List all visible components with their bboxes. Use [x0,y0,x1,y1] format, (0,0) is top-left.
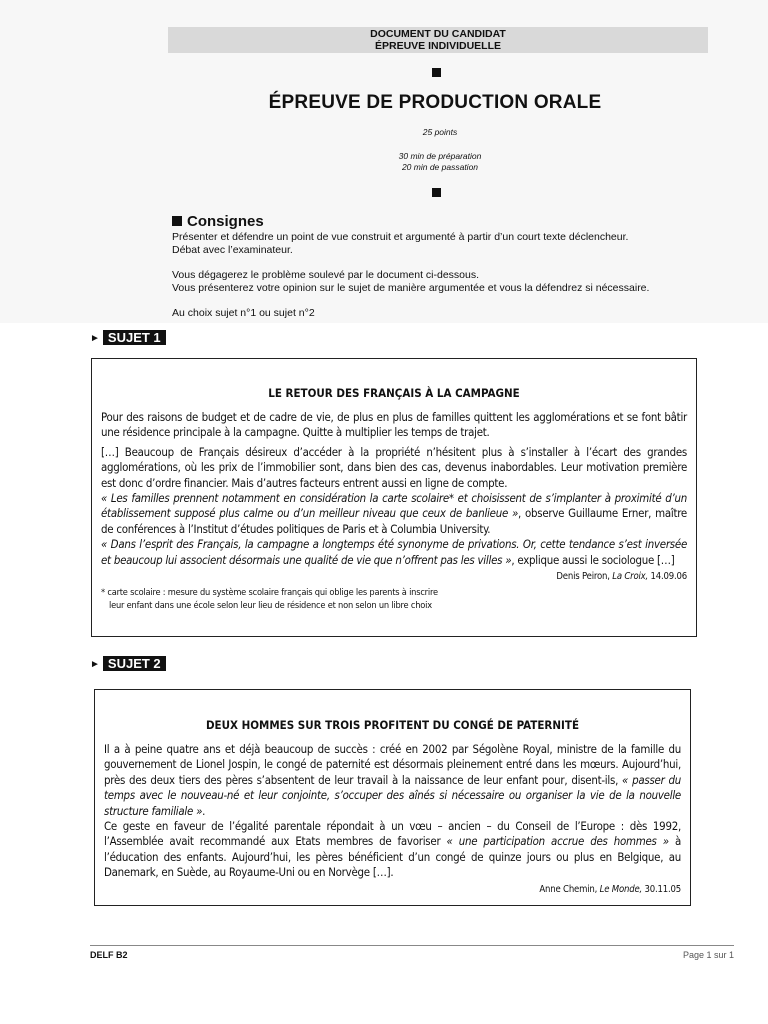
document-header [168,27,708,53]
paragraph-text: , observe Guillaume Erner, maître de conférences à l’Institut d’études politiques de Paris et à Columbia University. [101,506,687,536]
footer-divider [90,945,734,946]
time-preparation: 30 min de préparation [398,151,482,161]
quote: « passer du temps avec le nouveau-né et leur conjointe, s’occuper des aînés si nécessaire ou organiser la vie de la nouvelle structure familiale » [104,772,681,818]
header-line-2: ÉPREUVE INDIVIDUELLE [374,40,502,52]
page-title: ÉPREUVE DE PRODUCTION ORALE [268,92,602,113]
paragraph-text: , explique aussi le sociologue […] [511,552,675,567]
sujet-2-paragraph [104,742,681,881]
consigne-line: Au choix sujet n°1 ou sujet n°2 [172,307,315,319]
footnote [101,586,687,612]
sujet-1-paragraph: Pour des raisons de budget et de cadre de vie, de plus en plus de familles quittent les agglomérations et se font bâtir une résidence principale à la campagne. Quitte à multiplier les temps de trajet. [101,410,687,440]
header-line-1: DOCUMENT DU CANDIDAT [370,28,506,40]
timing [330,151,550,173]
sujet-1-label: SUJET 1 [103,330,166,345]
sujet-1-text [101,410,687,568]
source-author: Anne Chemin, [539,883,598,895]
footnote-line: * carte scolaire : mesure du système scolaire français qui oblige les parents à inscrire [101,587,438,599]
sujet-1-title: LE RETOUR DES FRANÇAIS À LA CAMPAGNE [268,386,520,400]
consigne-line: Vous présenterez votre opinion sur le sujet de manière argumentée et vous la défendrez si nécessaire. [172,282,650,294]
sujet-2-tag [90,656,166,671]
arrow-right-icon: ► [90,659,100,670]
source-publication: Le Monde, [599,883,643,895]
paragraph-text: Ce geste en faveur de l’égalité parentale répondait à un vœu – ancien – du Conseil de l’Europe : dès 1992, l’Assemblée avait recommandé aux Etats membres de favoriser [104,819,681,849]
footnote-line: leur enfant dans une école selon leur lieu de résidence et non selon un libre choix [109,600,432,612]
points: 25 points [422,127,458,137]
square-bullet-icon [172,216,182,226]
source-author: Denis Peiron, [556,571,610,583]
source-date: 30.11.05 [644,883,681,895]
consigne-line: Vous dégagerez le problème soulevé par le document ci-dessous. [172,269,480,281]
sujet-2-label: SUJET 2 [103,656,166,671]
quote: « Les familles prennent notamment en considération la carte scolaire* et choisissent de s’implanter à proximité d’un établissement supposé plus calme ou d’un meilleur niveau que ceux de banlieue » [101,491,687,521]
sujet-1-paragraph [101,445,687,568]
footer-exam-label: DELF B2 [90,950,128,960]
consigne-line: Présenter et défendre un point de vue construit et argumenté à partir d’un court texte déclencheur. [172,231,629,243]
page-number: Page 1 sur 1 [682,950,734,960]
sujet-2-title: DEUX HOMMES SUR TROIS PROFITENT DU CONGÉ DE PATERNITÉ [205,718,580,732]
time-passation: 20 min de passation [401,162,479,172]
square-bullet-icon [432,188,441,197]
source-publication: La Croix, [612,571,649,583]
consignes-heading-text: Consignes [187,213,264,230]
quote: « Dans l’esprit des Français, la campagne a longtemps été synonyme de privations. Or, cette tendance s’est inversée et beaucoup lui associent désormais une qualité de vie que n’offrent pas les villes » [101,537,687,567]
paragraph-text: […] Beaucoup de Français désireux d’accéder à la propriété n’hésitent plus à s’installer à l’écart des grandes agglomérations, où les prix de l’immobilier sont, dans bien des cas, devenus inabordables. Leur motivation première est donc d’ordre financier. Mais d’autres facteurs entrent aussi en ligne de compte. [101,444,687,490]
consignes-heading [172,213,264,230]
consigne-line: Débat avec l’examinateur. [172,244,293,256]
paragraph-text: à l’éducation des enfants. Aujourd’hui, les pères bénéficient d’un congé de quinze jours ou plus en Belgique, au Danemark, en Suède, au Royaume-Uni ou en Norvège […]. [104,834,681,880]
sujet-1-tag [90,330,166,345]
source-date: 14.09.06 [650,571,687,583]
paragraph-text: Il a à peine quatre ans et déjà beaucoup de succès : créé en 2002 par Ségolène Royal, ministre de la famille du gouvernement de Lionel Jospin, le congé de paternité est désormais pleinement entré dans les mœurs. Aujourd’hui, près des deux tiers des pères s’absentent de leur travail à la naissance de leur enfant pour, disent-ils, [104,742,681,787]
sujet-2-source [104,884,681,895]
paragraph-text: . [202,803,206,818]
sujet-2-box [94,689,691,906]
sujet-2-text [104,742,681,881]
sujet-1-box [91,358,697,637]
quote: « une participation accrue des hommes » [446,834,669,849]
square-bullet-icon [432,68,441,77]
sujet-1-source [101,571,687,582]
consignes-body [172,231,712,332]
arrow-right-icon: ► [90,333,100,344]
